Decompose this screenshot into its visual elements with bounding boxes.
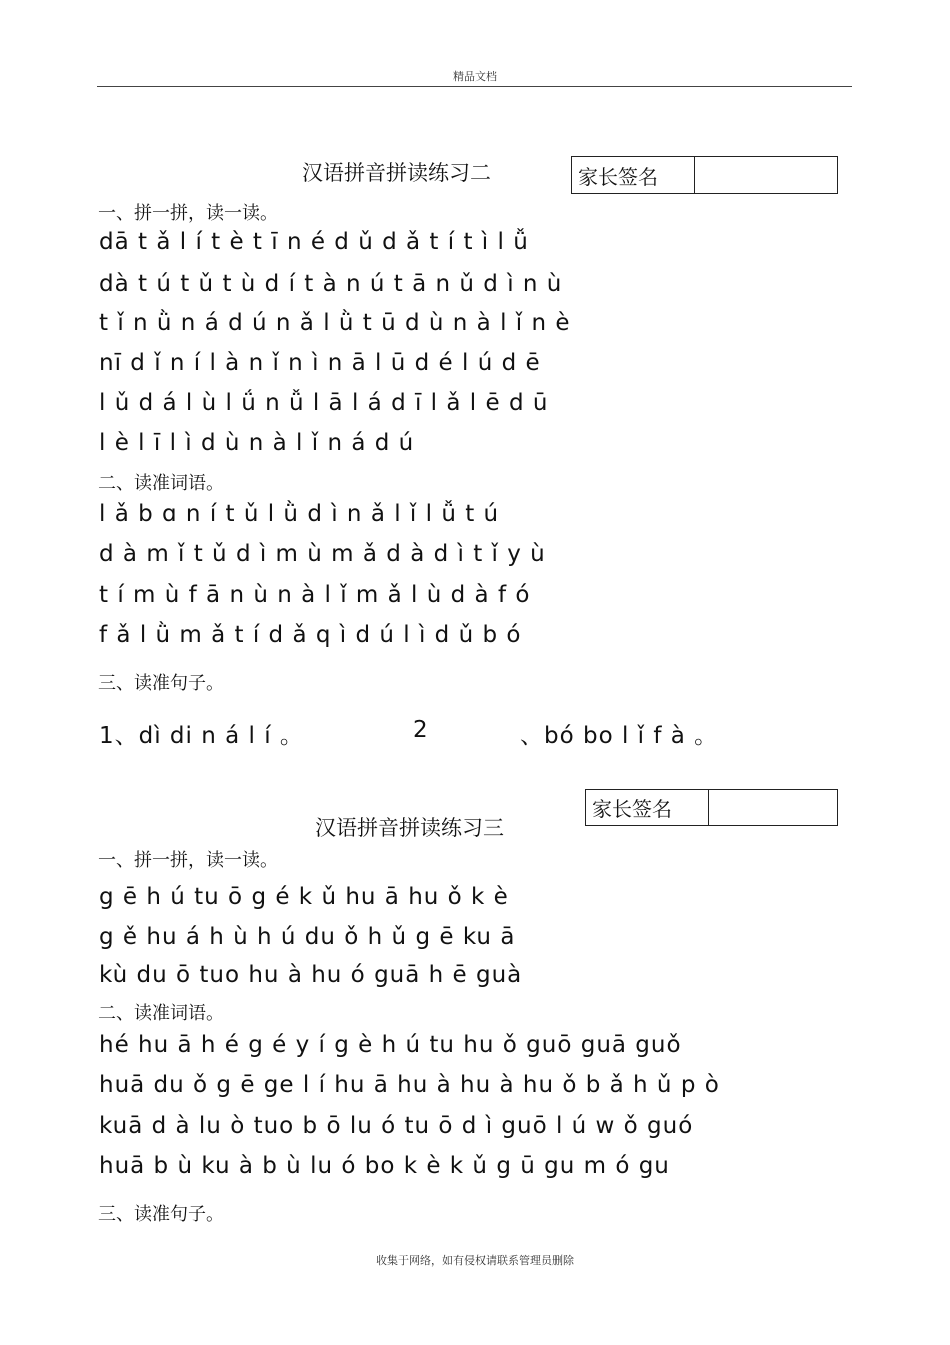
pinyin-line: dà t ú t ǔ t ù d í t à n ú t ā n ǔ d ì n ù — [99, 271, 563, 297]
word-line: kuā d à lu ò tuo b ō lu ó tu ō d ì guō l ú w ǒ guó — [99, 1113, 694, 1139]
pinyin-line: l è l ī l ì d ù n à l ǐ n á d ú — [99, 430, 415, 456]
exercise3-title: 汉语拼音拼读练习三 — [315, 816, 504, 840]
exercise3-signature-box — [585, 789, 838, 826]
exercise2-section1-heading: 一、拼一拼，读一读。 — [98, 203, 278, 224]
sentence-1: 1、dì di n á l í 。 — [99, 723, 304, 749]
page-header: 精品文档 — [453, 70, 497, 83]
word-line: t í m ù f ā n ù n à l ǐ m ǎ l ù d à f ó — [99, 582, 531, 608]
exercise2-title: 汉语拼音拼读练习二 — [302, 161, 491, 185]
word-line: d à m ǐ t ǔ d ì m ù m ǎ d à d ì t ǐ y ù — [99, 541, 546, 567]
exercise3-section2-heading: 二、读准词语。 — [98, 1003, 224, 1024]
word-line: l ǎ b ɑ n í t ǔ l ǜ d ì n ǎ l ǐ l ǚ t ú — [99, 501, 500, 527]
word-line: f ǎ l ǜ m ǎ t í d ǎ q ì d ú l ì d ǔ b ó — [99, 622, 522, 648]
exercise2-section2-heading: 二、读准词语。 — [98, 473, 224, 494]
word-line: huā du ǒ g ē ge l í hu ā hu à hu à hu ǒ b ǎ h ǔ p ò — [99, 1072, 720, 1098]
word-line: hé hu ā h é g é y í g è h ú tu hu ǒ guō guā guǒ — [99, 1032, 682, 1058]
pinyin-line: kù du ō tuo hu à hu ó guā h ē guà — [99, 962, 523, 988]
pinyin-line: nī d ǐ n í l à n ǐ n ì n ā l ū d é l ú d ē — [99, 350, 541, 376]
pinyin-line: l ǔ d á l ù l ǘ n ǚ l ā l á d ī l ǎ l ē d ū — [99, 390, 549, 416]
exercise2-section3-heading: 三、读准句子。 — [98, 673, 224, 694]
header-divider — [97, 86, 852, 87]
word-line: huā b ù ku à b ù lu ó bo k è k ǔ g ū gu m ó gu — [99, 1153, 670, 1179]
page-footer: 收集于网络，如有侵权请联系管理员删除 — [376, 1254, 574, 1267]
signature-field[interactable] — [695, 157, 837, 193]
pinyin-line: dā t ǎ l í t è t ī n é d ǔ d ǎ t í t ì l ǚ — [99, 229, 529, 255]
sentence-2: 、bó bo l ǐ f à 。 — [520, 723, 719, 749]
pinyin-line: g ě hu á h ù h ú du ǒ h ǔ g ē ku ā — [99, 924, 516, 950]
sentence-2-number: 2 — [413, 717, 429, 743]
pinyin-line: t ǐ n ǜ n á d ú n ǎ l ǜ t ū d ù n à l ǐ n è — [99, 310, 571, 336]
exercise3-section3-heading: 三、读准句子。 — [98, 1204, 224, 1225]
signature-label: 家长签名 — [572, 157, 695, 193]
signature-field[interactable] — [709, 790, 837, 825]
signature-label: 家长签名 — [586, 790, 709, 825]
exercise2-signature-box — [571, 156, 838, 194]
exercise3-section1-heading: 一、拼一拼，读一读。 — [98, 850, 278, 871]
pinyin-line: g ē h ú tu ō g é k ǔ hu ā hu ǒ k è — [99, 884, 509, 910]
